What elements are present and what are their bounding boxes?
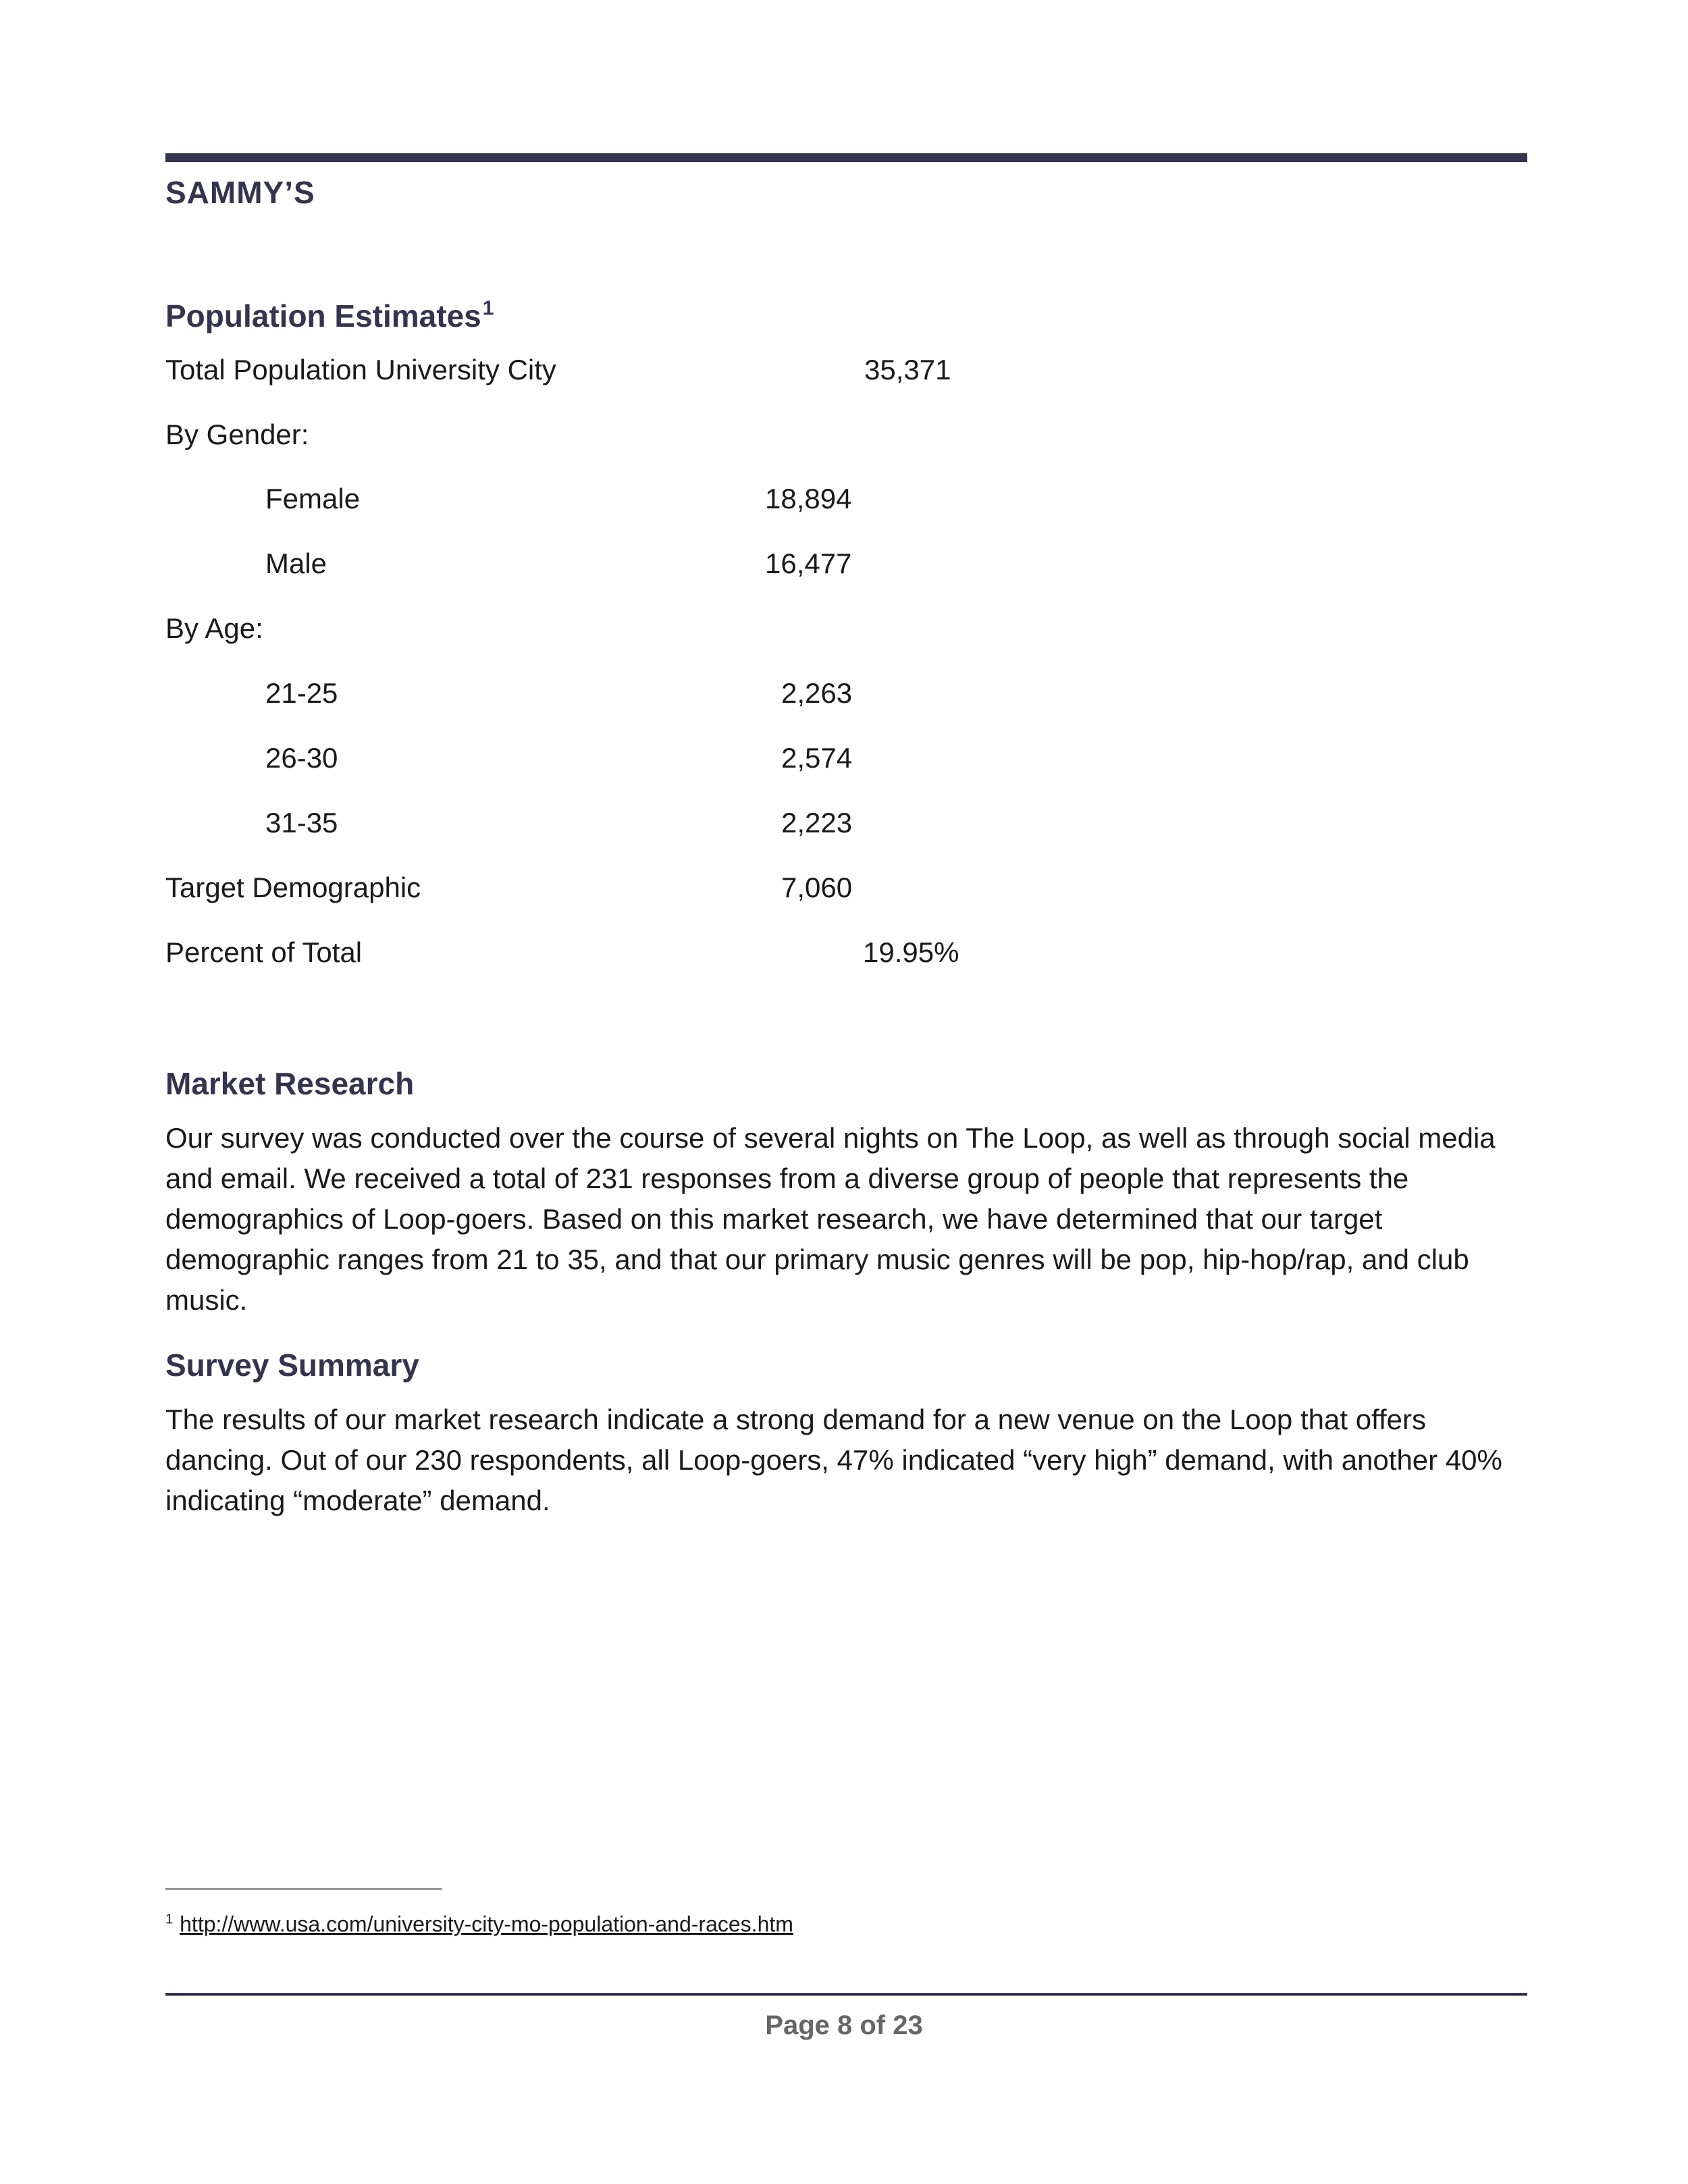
footnote	[165, 1912, 793, 1937]
by-age-label: By Age:	[165, 612, 263, 644]
footnote-ref[interactable]: 1	[482, 297, 494, 319]
footnote-number: 1	[165, 1912, 174, 1927]
market-research-heading: Market Research	[165, 1066, 415, 1101]
age-26-30-value: 2,574	[781, 742, 853, 774]
percent-total-value: 19.95%	[863, 936, 959, 968]
survey-summary-body: The results of our market research indicate a strong demand for a new venue on the Loop that offers dancing. Out of our 230 respondents, all Loop-goers, 47% indicated “very high” demand, with another 40% indicating “moderate” demand.	[165, 1404, 1502, 1516]
total-population-value: 35,371	[864, 354, 951, 385]
age-21-25-label: 21-25	[265, 677, 338, 709]
male-value: 16,477	[765, 548, 852, 579]
target-demographic-label: Target Demographic	[165, 872, 421, 903]
survey-summary-heading: Survey Summary	[165, 1348, 419, 1383]
age-21-25-value: 2,263	[781, 677, 853, 709]
footnote-separator	[165, 1888, 442, 1890]
page-number: Page 8 of 23	[765, 2010, 923, 2040]
header-rule	[165, 153, 1527, 162]
female-label: Female	[265, 483, 361, 514]
female-value: 18,894	[765, 483, 852, 514]
male-label: Male	[265, 548, 327, 579]
target-demographic-value: 7,060	[781, 872, 853, 903]
age-31-35-value: 2,223	[781, 807, 853, 838]
age-31-35-label: 31-35	[265, 807, 338, 838]
population-heading	[165, 297, 494, 334]
by-gender-label: By Gender:	[165, 419, 309, 450]
total-population-label: Total Population University City	[165, 354, 556, 385]
brand-title: SAMMY’S	[165, 175, 315, 210]
population-heading-text: Population Estimates	[165, 298, 481, 334]
market-research-body: Our survey was conducted over the course of several nights on The Loop, as well as through social media and email. We received a total of 231 responses from a diverse group of people that represents the demographics of Loop-goers. Based on this market research, we have determined that our target demographic ranges from 21 to 35, and that our primary music genres will be pop, hip-hop/rap, and club music.	[165, 1122, 1496, 1316]
percent-total-label: Percent of Total	[165, 936, 363, 968]
age-26-30-label: 26-30	[265, 742, 338, 774]
footnote-link[interactable]: http://www.usa.com/university-city-mo-population-and-races.htm	[180, 1912, 793, 1936]
footer-rule	[165, 1993, 1527, 1996]
